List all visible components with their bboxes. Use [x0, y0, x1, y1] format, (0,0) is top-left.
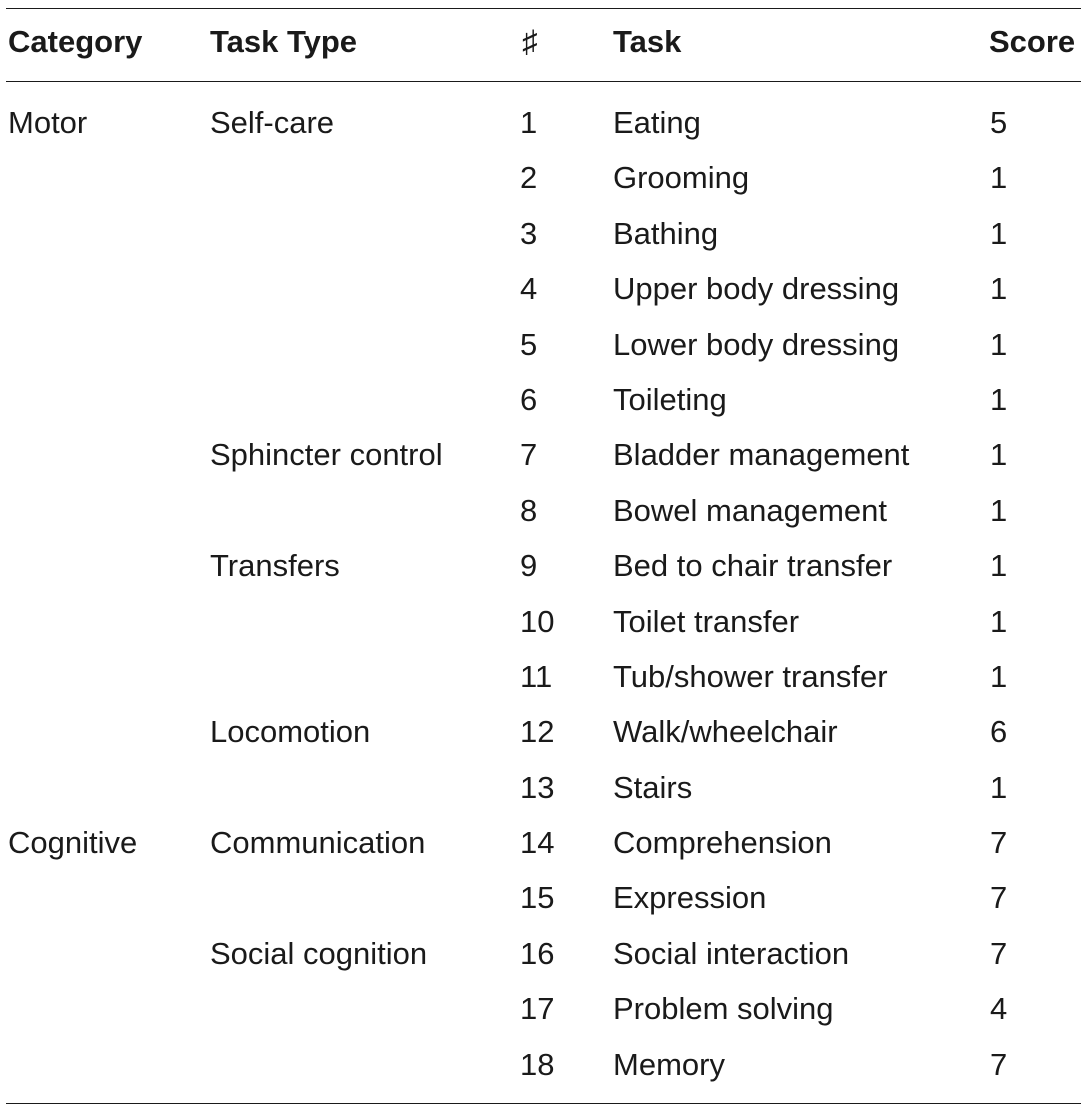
table-row — [6, 538, 1081, 593]
cell-task: Toilet transfer — [613, 603, 800, 639]
cell-score: 4 — [990, 991, 1008, 1027]
cell-score: 7 — [990, 935, 1008, 971]
cell-number: 7 — [520, 437, 538, 473]
task-score-table — [6, 8, 1081, 1104]
table-row — [6, 926, 1081, 981]
cell-task: Tub/shower transfer — [613, 658, 888, 694]
header-category: Category — [8, 24, 143, 59]
cell-number: 8 — [520, 492, 538, 528]
cell-task: Stairs — [613, 769, 693, 805]
cell-number: 11 — [520, 658, 553, 694]
cell-score: 1 — [990, 548, 1008, 584]
cell-task-type: Social cognition — [210, 935, 428, 971]
cell-number: 12 — [520, 714, 555, 750]
cell-task: Bowel management — [613, 492, 887, 528]
cell-category: Motor — [8, 105, 88, 140]
table-row — [6, 95, 1081, 150]
cell-number: 5 — [520, 326, 538, 362]
cell-category: Cognitive — [8, 825, 138, 861]
cell-task: Upper body dressing — [613, 271, 900, 307]
cell-score: 1 — [990, 215, 1008, 251]
cell-task: Bed to chair transfer — [613, 548, 893, 584]
cell-number: 15 — [520, 880, 555, 916]
table-body — [6, 82, 1081, 1103]
cell-score: 1 — [990, 769, 1008, 805]
table-row — [6, 704, 1081, 759]
cell-task: Social interaction — [613, 935, 850, 971]
cell-task-type: Self-care — [210, 105, 335, 140]
cell-task: Bladder management — [613, 437, 910, 473]
cell-number: 13 — [520, 769, 555, 805]
cell-task-type: Transfers — [210, 548, 340, 584]
cell-score: 7 — [990, 880, 1008, 916]
cell-number: 1 — [520, 105, 538, 140]
cell-score: 7 — [990, 825, 1008, 861]
table-row — [6, 815, 1081, 870]
table-row — [6, 372, 1081, 427]
cell-task: Problem solving — [613, 991, 834, 1027]
cell-task: Walk/wheelchair — [613, 714, 838, 750]
bottom-rule — [6, 1103, 1081, 1104]
table-row — [6, 1037, 1081, 1092]
cell-score: 1 — [990, 437, 1008, 473]
table-row — [6, 261, 1081, 316]
cell-task-type: Sphincter control — [210, 437, 443, 473]
header-number: ♯ — [522, 24, 538, 59]
table-row — [6, 594, 1081, 649]
cell-score: 1 — [990, 492, 1008, 528]
cell-number: 17 — [520, 991, 555, 1027]
table-row — [6, 649, 1081, 704]
cell-score: 1 — [990, 326, 1008, 362]
cell-task-type: Communication — [210, 825, 426, 861]
cell-task: Bathing — [613, 215, 719, 251]
cell-number: 14 — [520, 825, 555, 861]
table-row — [6, 981, 1081, 1036]
cell-score: 5 — [990, 105, 1008, 140]
cell-task: Eating — [613, 105, 701, 140]
cell-number: 9 — [520, 548, 538, 584]
table-header-row — [6, 9, 1081, 81]
table-row — [6, 206, 1081, 261]
cell-score: 1 — [990, 160, 1008, 196]
header-score: Score — [989, 24, 1076, 59]
cell-score: 1 — [990, 271, 1008, 307]
cell-task: Toileting — [613, 381, 727, 417]
cell-score: 6 — [990, 714, 1008, 750]
cell-number: 18 — [520, 1046, 555, 1082]
cell-number: 6 — [520, 381, 538, 417]
cell-task: Lower body dressing — [613, 326, 900, 362]
cell-score: 7 — [990, 1046, 1008, 1082]
header-task-type: Task Type — [210, 24, 358, 59]
cell-task-type: Locomotion — [210, 714, 371, 750]
table-row — [6, 317, 1081, 372]
table-row — [6, 760, 1081, 815]
cell-number: 10 — [520, 603, 555, 639]
cell-number: 3 — [520, 215, 538, 251]
cell-task: Grooming — [613, 160, 750, 196]
table-row — [6, 870, 1081, 925]
table-row — [6, 150, 1081, 205]
cell-score: 1 — [990, 381, 1008, 417]
cell-task: Memory — [613, 1046, 725, 1082]
cell-task: Comprehension — [613, 825, 832, 861]
table-row — [6, 483, 1081, 538]
cell-score: 1 — [990, 658, 1008, 694]
header-task: Task — [613, 24, 682, 59]
cell-number: 4 — [520, 271, 538, 307]
cell-number: 16 — [520, 935, 555, 971]
cell-task: Expression — [613, 880, 767, 916]
table-row — [6, 427, 1081, 482]
cell-number: 2 — [520, 160, 538, 196]
cell-score: 1 — [990, 603, 1008, 639]
